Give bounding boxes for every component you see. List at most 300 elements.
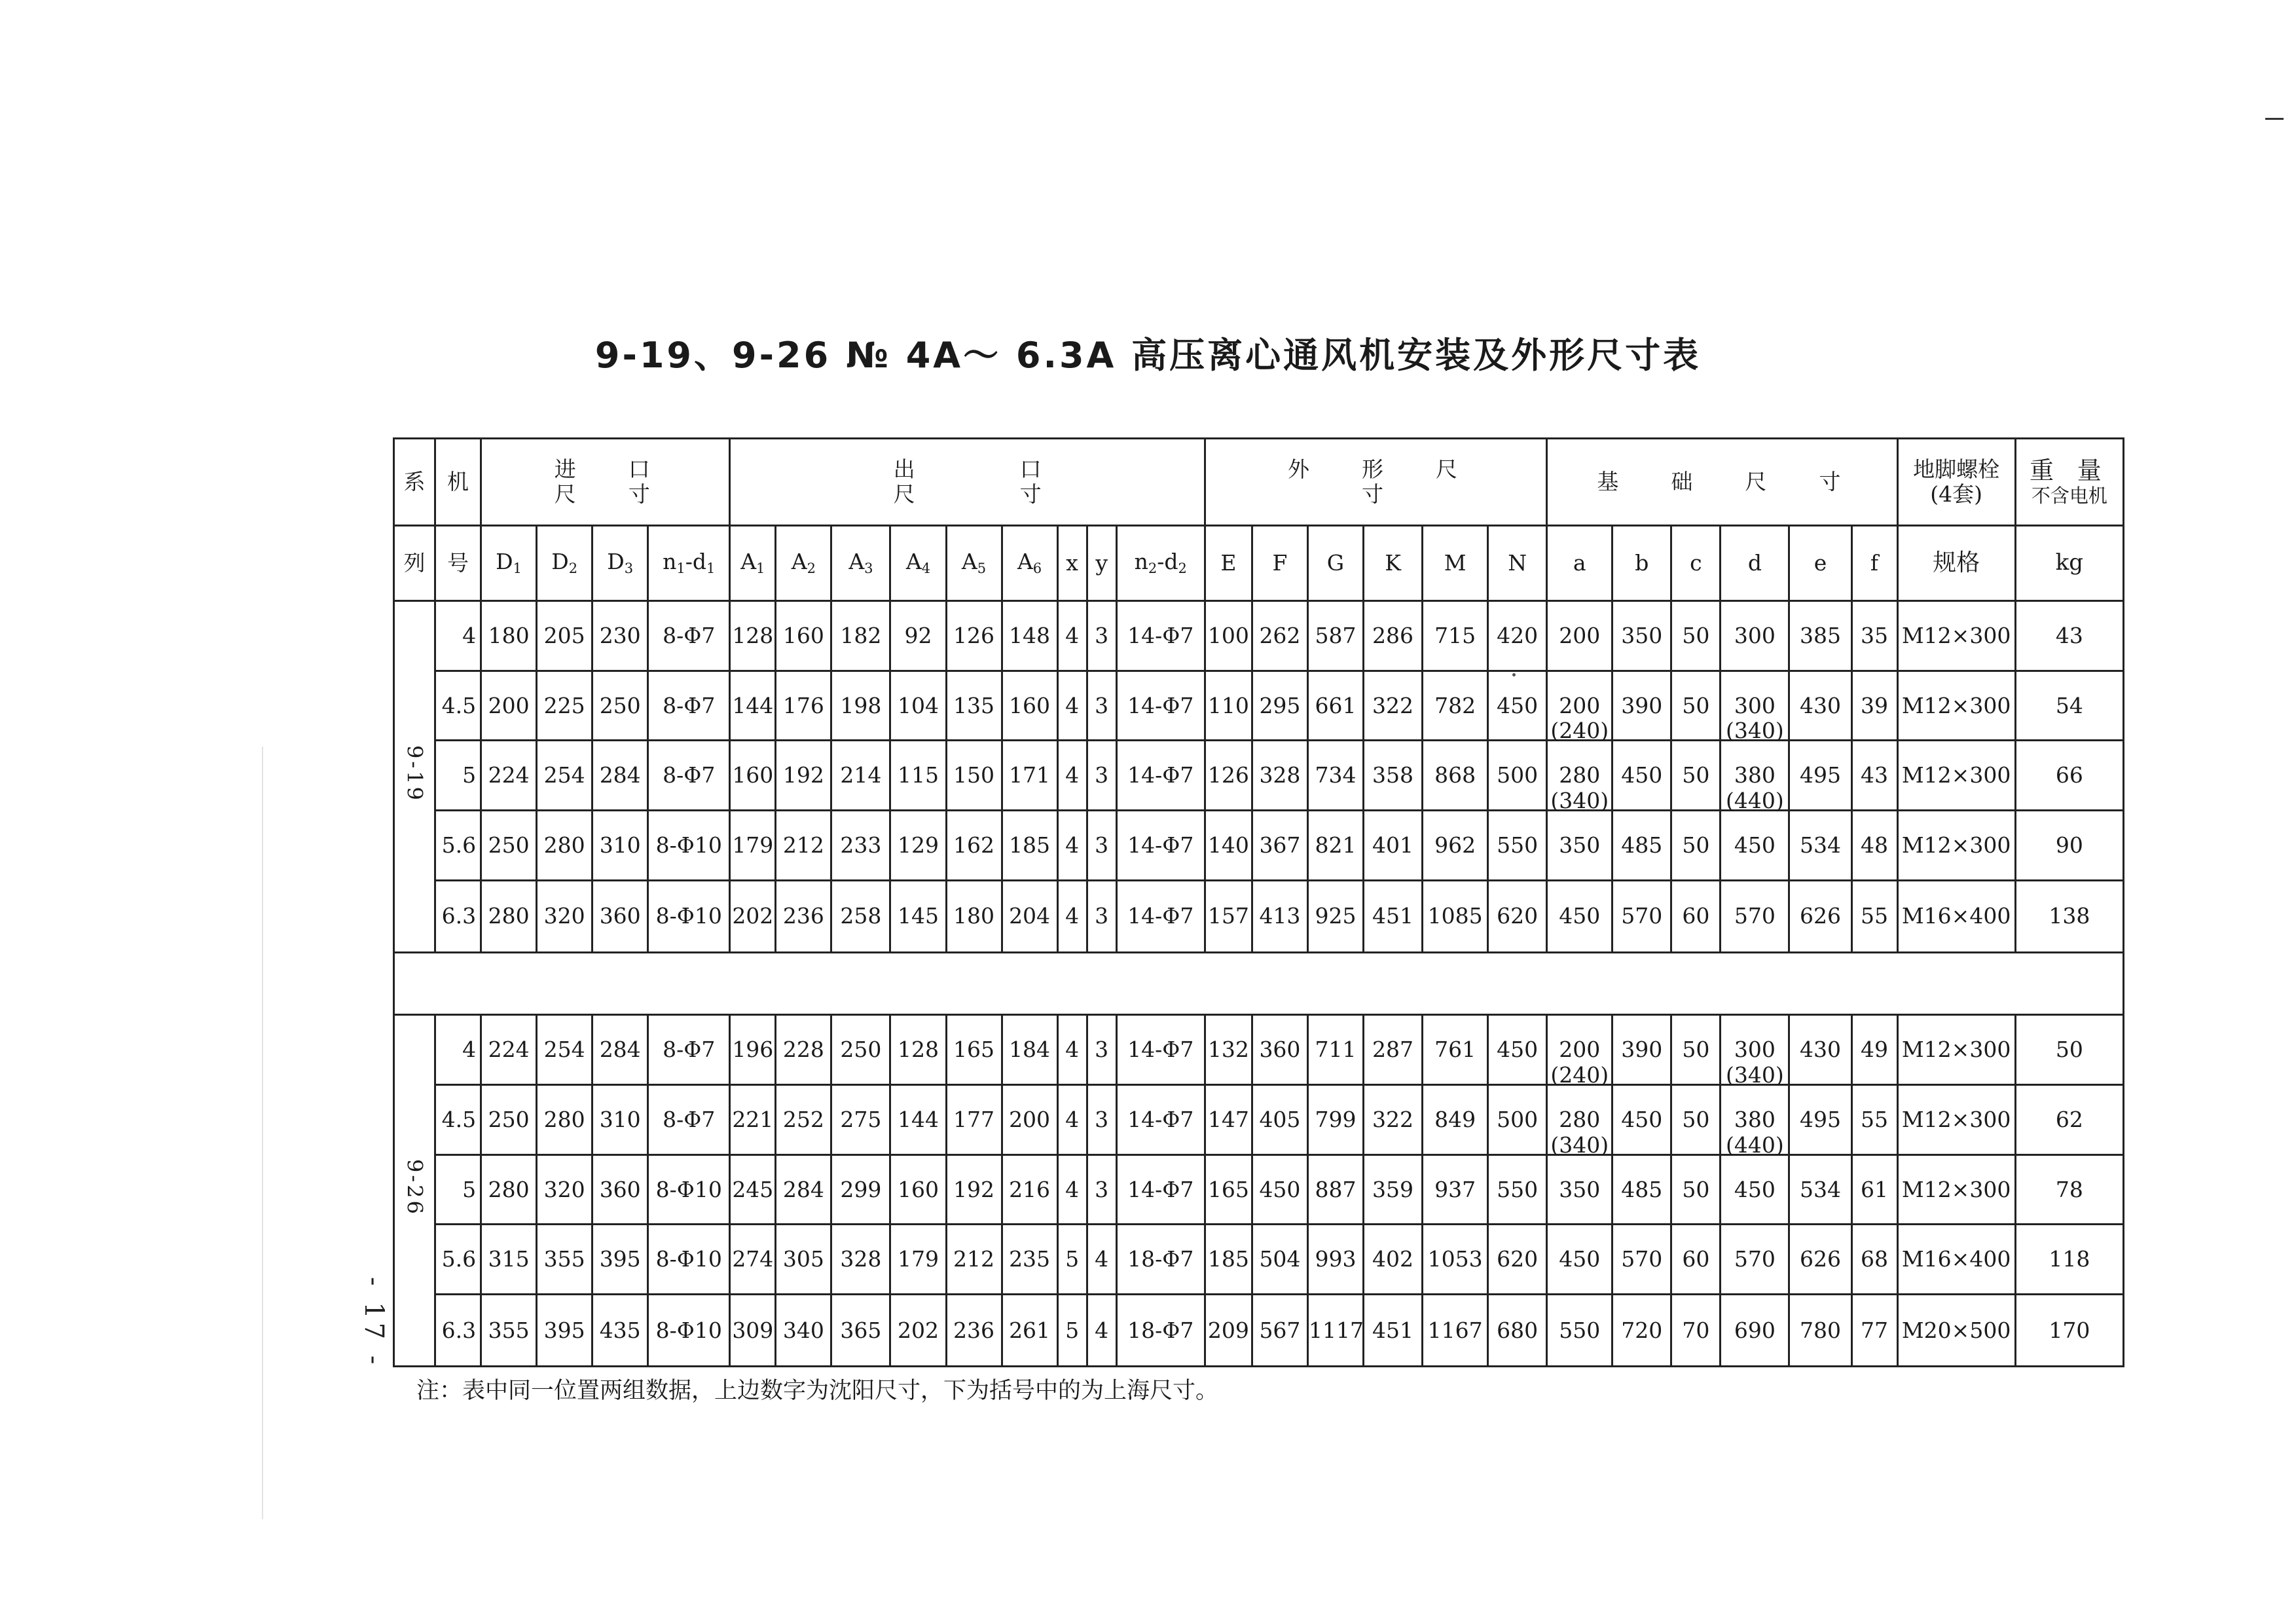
cell-d: 450 — [1721, 810, 1789, 880]
cell-n1d1: 8-Φ10 — [648, 810, 730, 880]
cell-f: 39 — [1851, 671, 1897, 741]
cell-e: 495 — [1789, 741, 1851, 811]
cell-n2d2: 14-Φ7 — [1116, 671, 1205, 741]
cell-d: 450 — [1721, 1154, 1789, 1225]
cell-a4: 128 — [890, 1015, 946, 1085]
cell-b: 450 — [1613, 1085, 1671, 1155]
col-header-x: x — [1057, 526, 1087, 601]
cell-e: 132 — [1205, 1015, 1252, 1085]
cell-d1: 224 — [481, 1015, 537, 1085]
cell-n1d1: 8-Φ7 — [648, 741, 730, 811]
cell-value-alternate: (340) — [1726, 1062, 1784, 1088]
cell-value-alternate: (240) — [1550, 1062, 1609, 1088]
cell-weight: 138 — [2015, 880, 2123, 952]
cell-a2: 284 — [776, 1154, 831, 1225]
cell-e: 626 — [1789, 880, 1851, 952]
cell-a6: 184 — [1002, 1015, 1057, 1085]
cell-g: 925 — [1307, 880, 1363, 952]
cell-a1: 309 — [730, 1295, 776, 1367]
col-header-d: d — [1721, 526, 1789, 601]
cell-d3: 284 — [592, 1015, 648, 1085]
cell-b: 390 — [1613, 1015, 1671, 1085]
cell-a2: 228 — [776, 1015, 831, 1085]
cell-k: 322 — [1364, 671, 1423, 741]
cell-a5: 177 — [946, 1085, 1002, 1155]
cell-g: 993 — [1307, 1225, 1363, 1295]
cell-value-alternate: (240) — [1550, 718, 1609, 744]
cell-d3: 435 — [592, 1295, 648, 1367]
cell-d3: 310 — [592, 810, 648, 880]
cell-k: 286 — [1364, 601, 1423, 671]
cell-d1: 280 — [481, 1154, 537, 1225]
cell-f: 360 — [1252, 1015, 1307, 1085]
weight-unit-header: kg — [2015, 526, 2123, 601]
cell-a3: 365 — [831, 1295, 890, 1367]
cell-a3: 214 — [831, 741, 890, 811]
cell-g: 734 — [1307, 741, 1363, 811]
cell-d1: 250 — [481, 810, 537, 880]
cell-a1: 202 — [730, 880, 776, 952]
cell-e: 534 — [1789, 810, 1851, 880]
cell-a6: 261 — [1002, 1295, 1057, 1367]
cell-d2: 225 — [537, 671, 592, 741]
weight-header-label: 重 量 — [2029, 456, 2109, 485]
cell-n1d1: 8-Φ10 — [648, 1154, 730, 1225]
table-row — [394, 601, 2124, 671]
cell-k: 358 — [1364, 741, 1423, 811]
cell-a5: 212 — [946, 1225, 1002, 1295]
cell-d2: 254 — [537, 1015, 592, 1085]
cell-n: 680 — [1488, 1295, 1547, 1367]
cell-weight: 118 — [2015, 1225, 2123, 1295]
series-label-text: 9-19 — [402, 745, 428, 803]
cell-d1: 355 — [481, 1295, 537, 1367]
document-title: 9-19、9-26 № 4A～ 6.3A 高压离心通风机安装及外形尺寸表 — [594, 335, 1702, 376]
cell-value-alternate: (340) — [1550, 788, 1609, 814]
cell-a5: 165 — [946, 1015, 1002, 1085]
col-header-F: F — [1252, 526, 1307, 601]
cell-d2: 254 — [537, 741, 592, 811]
cell-e: 185 — [1205, 1225, 1252, 1295]
col-header-D1: $D_1$ — [481, 526, 537, 601]
cell-g: 887 — [1307, 1154, 1363, 1225]
cell-d1: 200 — [481, 671, 537, 741]
cell-x: 4 — [1057, 1154, 1087, 1225]
cell-bolt: M12×300 — [1897, 1015, 2015, 1085]
cell-x: 4 — [1057, 1015, 1087, 1085]
cell-g: 711 — [1307, 1015, 1363, 1085]
cell-n2d2: 14-Φ7 — [1116, 1154, 1205, 1225]
cell-c: 50 — [1671, 1015, 1721, 1085]
cell-bolt: M16×400 — [1897, 1225, 2015, 1295]
cell-e: 209 — [1205, 1295, 1252, 1367]
cell-n2d2: 18-Φ7 — [1116, 1225, 1205, 1295]
cell-d2: 320 — [537, 1154, 592, 1225]
cell-g: 799 — [1307, 1085, 1363, 1155]
dimension-table — [393, 437, 2124, 1367]
cell-n2d2: 14-Φ7 — [1116, 810, 1205, 880]
cell-b: 450 — [1613, 741, 1671, 811]
cell-k: 359 — [1364, 1154, 1423, 1225]
cell-d1: 224 — [481, 741, 537, 811]
cell-d2: 320 — [537, 880, 592, 952]
cell-n: 500 — [1488, 1085, 1547, 1155]
series-9-19-body — [394, 601, 2124, 953]
cell-bolt: M12×300 — [1897, 671, 2015, 741]
cell-k: 322 — [1364, 1085, 1423, 1155]
cell-b: 350 — [1613, 601, 1671, 671]
cell-y: 3 — [1087, 671, 1116, 741]
cell-a3: 299 — [831, 1154, 890, 1225]
cell-a: 550 — [1547, 1295, 1613, 1367]
cell-weight: 54 — [2015, 671, 2123, 741]
table-row — [394, 741, 2124, 811]
cell-k: 451 — [1364, 1295, 1423, 1367]
cell-e: 430 — [1789, 1015, 1851, 1085]
cell-a1: 221 — [730, 1085, 776, 1155]
cell-value-alternate: (440) — [1726, 1132, 1784, 1158]
cell-f: 450 — [1252, 1154, 1307, 1225]
cell-a4: 104 — [890, 671, 946, 741]
cell-m: 1085 — [1423, 880, 1488, 952]
base-dimensions-header: 基础尺寸 — [1547, 439, 1897, 526]
cell-a3: 258 — [831, 880, 890, 952]
col-header-K: K — [1364, 526, 1423, 601]
cell-a3: 182 — [831, 601, 890, 671]
cell-x: 4 — [1057, 810, 1087, 880]
cell-n2d2: 18-Φ7 — [1116, 1295, 1205, 1367]
cell-d2: 205 — [537, 601, 592, 671]
anchor-bolt-header-sets: (4套) — [1930, 481, 1982, 507]
cell-k: 401 — [1364, 810, 1423, 880]
cell-f: 43 — [1851, 741, 1897, 811]
cell-weight: 66 — [2015, 741, 2123, 811]
cell-g: 587 — [1307, 601, 1363, 671]
col-header-e: e — [1789, 526, 1851, 601]
col-header-A2: $A_2$ — [776, 526, 831, 601]
cell-e: 110 — [1205, 671, 1252, 741]
col-header-n1-d1: $n_1-d_1$ — [648, 526, 730, 601]
cell-f: 328 — [1252, 741, 1307, 811]
cell-f: 61 — [1851, 1154, 1897, 1225]
cell-n: 620 — [1488, 1225, 1547, 1295]
cell-c: 50 — [1671, 1154, 1721, 1225]
cell-a: 350 — [1547, 810, 1613, 880]
cell-d3: 284 — [592, 741, 648, 811]
table-row — [394, 810, 2124, 880]
bolt-spec-header: 规格 — [1897, 526, 2015, 601]
margin-mark — [2265, 118, 2284, 120]
cell-a2: 252 — [776, 1085, 831, 1155]
cell-a2: 236 — [776, 880, 831, 952]
cell-weight: 90 — [2015, 810, 2123, 880]
cell-e: 140 — [1205, 810, 1252, 880]
cell-a5: 150 — [946, 741, 1002, 811]
cell-a4: 160 — [890, 1154, 946, 1225]
cell-d — [1721, 1015, 1789, 1088]
cell-a6: 160 — [1002, 671, 1057, 741]
col-header-D2: $D_2$ — [537, 526, 592, 601]
cell-e: 495 — [1789, 1085, 1851, 1155]
cell-b: 570 — [1613, 880, 1671, 952]
cell-e: 534 — [1789, 1154, 1851, 1225]
model-header-top: 机 — [435, 439, 481, 526]
cell-n: 450 — [1488, 671, 1547, 741]
cell-y: 4 — [1087, 1225, 1116, 1295]
cell-a: 450 — [1547, 1225, 1613, 1295]
cell-weight: 43 — [2015, 601, 2123, 671]
model-number-cell: 5.6 — [435, 810, 481, 880]
cell-f: 295 — [1252, 671, 1307, 741]
table-row — [394, 671, 2124, 741]
cell-f: 49 — [1851, 1015, 1897, 1085]
cell-d: 570 — [1721, 880, 1789, 952]
cell-n2d2: 14-Φ7 — [1116, 1085, 1205, 1155]
page-number: - 17 - — [359, 1277, 389, 1369]
cell-d2: 395 — [537, 1295, 592, 1367]
cell-m: 782 — [1423, 671, 1488, 741]
cell-k: 287 — [1364, 1015, 1423, 1085]
inlet-dimensions-header: 进口尺寸 — [481, 439, 730, 526]
cell-a1: 179 — [730, 810, 776, 880]
cell-value-primary: 380 — [1734, 1107, 1776, 1132]
table-row — [394, 1225, 2124, 1295]
cell-x: 4 — [1057, 741, 1087, 811]
model-number-cell: 5.6 — [435, 1225, 481, 1295]
col-header-M: M — [1423, 526, 1488, 601]
cell-n2d2: 14-Φ7 — [1116, 741, 1205, 811]
cell-y: 3 — [1087, 880, 1116, 952]
cell-c: 70 — [1671, 1295, 1721, 1367]
col-header-a: a — [1547, 526, 1613, 601]
cell-f: 77 — [1851, 1295, 1897, 1367]
cell-e: 430 — [1789, 671, 1851, 741]
cell-a4: 179 — [890, 1225, 946, 1295]
col-header-A6: $A_6$ — [1002, 526, 1057, 601]
cell-d — [1721, 741, 1789, 814]
cell-e: 780 — [1789, 1295, 1851, 1367]
cell-bolt: M12×300 — [1897, 810, 2015, 880]
cell-g: 821 — [1307, 810, 1363, 880]
cell-m: 1053 — [1423, 1225, 1488, 1295]
cell-a6: 235 — [1002, 1225, 1057, 1295]
cell-bolt: M12×300 — [1897, 601, 2015, 671]
cell-n1d1: 8-Φ10 — [648, 1225, 730, 1295]
cell-a — [1547, 671, 1613, 744]
cell-value-alternate: (440) — [1726, 788, 1784, 814]
outline-dimensions-header: 外形尺寸 — [1205, 439, 1546, 526]
cell-e: 126 — [1205, 741, 1252, 811]
cell-weight: 50 — [2015, 1015, 2123, 1085]
series-label — [394, 601, 435, 953]
cell-x: 4 — [1057, 601, 1087, 671]
cell-x: 5 — [1057, 1225, 1087, 1295]
cell-c: 50 — [1671, 671, 1721, 741]
cell-n2d2: 14-Φ7 — [1116, 601, 1205, 671]
cell-f: 55 — [1851, 1085, 1897, 1155]
model-number-cell: 4.5 — [435, 1085, 481, 1155]
cell-f: 405 — [1252, 1085, 1307, 1155]
model-header-bottom: 号 — [435, 526, 481, 601]
col-header-y: y — [1087, 526, 1116, 601]
col-header-N: N — [1488, 526, 1547, 601]
cell-d3: 310 — [592, 1085, 648, 1155]
series-label-text: 9-26 — [402, 1159, 428, 1217]
series-9-26-body — [394, 1015, 2124, 1367]
col-header-A4: $A_4$ — [890, 526, 946, 601]
cell-value-primary: 300 — [1734, 1037, 1776, 1063]
cell-a4: 145 — [890, 880, 946, 952]
table-row — [394, 880, 2124, 952]
cell-f: 504 — [1252, 1225, 1307, 1295]
cell-d1: 280 — [481, 880, 537, 952]
cell-a: 450 — [1547, 880, 1613, 952]
cell-f: 48 — [1851, 810, 1897, 880]
cell-f: 262 — [1252, 601, 1307, 671]
cell-a2: 176 — [776, 671, 831, 741]
weight-header-note: 不含电机 — [2031, 484, 2107, 507]
cell-n2d2: 14-Φ7 — [1116, 1015, 1205, 1085]
cell-a: 200 — [1547, 601, 1613, 671]
cell-bolt: M16×400 — [1897, 880, 2015, 952]
cell-d2: 355 — [537, 1225, 592, 1295]
col-header-E: E — [1205, 526, 1252, 601]
cell-a5: 192 — [946, 1154, 1002, 1225]
cell-n: 500 — [1488, 741, 1547, 811]
cell-d1: 180 — [481, 601, 537, 671]
cell-value-primary: 200 — [1559, 1037, 1601, 1063]
cell-a2: 160 — [776, 601, 831, 671]
cell-b: 485 — [1613, 1154, 1671, 1225]
cell-n1d1: 8-Φ10 — [648, 880, 730, 952]
table-row — [394, 1085, 2124, 1155]
cell-d: 690 — [1721, 1295, 1789, 1367]
cell-g: 1117 — [1307, 1295, 1363, 1367]
cell-a5: 135 — [946, 671, 1002, 741]
cell-a4: 202 — [890, 1295, 946, 1367]
cell-y: 3 — [1087, 1085, 1116, 1155]
outlet-dimensions-header: 出口尺寸 — [730, 439, 1205, 526]
col-header-b: b — [1613, 526, 1671, 601]
cell-k: 402 — [1364, 1225, 1423, 1295]
cell-value-alternate: (340) — [1726, 718, 1784, 744]
spacer-body — [394, 952, 2124, 1015]
cell-m: 868 — [1423, 741, 1488, 811]
cell-a4: 144 — [890, 1085, 946, 1155]
cell-a5: 180 — [946, 880, 1002, 952]
cell-f: 35 — [1851, 601, 1897, 671]
cell-n1d1: 8-Φ7 — [648, 671, 730, 741]
table-row — [394, 1295, 2124, 1367]
cell-m: 937 — [1423, 1154, 1488, 1225]
cell-a3: 275 — [831, 1085, 890, 1155]
cell-b: 720 — [1613, 1295, 1671, 1367]
cell-m: 761 — [1423, 1015, 1488, 1085]
header-row-columns — [394, 526, 2124, 601]
cell-a3: 328 — [831, 1225, 890, 1295]
cell-a2: 305 — [776, 1225, 831, 1295]
cell-weight: 62 — [2015, 1085, 2123, 1155]
cell-d2: 280 — [537, 810, 592, 880]
weight-header — [2015, 439, 2123, 526]
cell-c: 50 — [1671, 741, 1721, 811]
cell-c: 50 — [1671, 810, 1721, 880]
spacer-cell — [394, 952, 2124, 1015]
cell-c: 60 — [1671, 880, 1721, 952]
cell-n: 420 — [1488, 601, 1547, 671]
cell-c: 50 — [1671, 601, 1721, 671]
cell-x: 4 — [1057, 1085, 1087, 1155]
cell-a3: 233 — [831, 810, 890, 880]
cell-a — [1547, 1085, 1613, 1158]
cell-f: 68 — [1851, 1225, 1897, 1295]
cell-n1d1: 8-Φ7 — [648, 1085, 730, 1155]
cell-e: 147 — [1205, 1085, 1252, 1155]
cell-x: 4 — [1057, 671, 1087, 741]
series-label — [394, 1015, 435, 1367]
spacer-row — [394, 952, 2124, 1015]
cell-a2: 212 — [776, 810, 831, 880]
cell-d3: 360 — [592, 1154, 648, 1225]
cell-n: 550 — [1488, 810, 1547, 880]
cell-value-primary: 280 — [1559, 762, 1601, 788]
cell-a4: 129 — [890, 810, 946, 880]
cell-n2d2: 14-Φ7 — [1116, 880, 1205, 952]
cell-a — [1547, 1015, 1613, 1088]
cell-a1: 160 — [730, 741, 776, 811]
cell-d3: 230 — [592, 601, 648, 671]
cell-g: 661 — [1307, 671, 1363, 741]
cell-d3: 360 — [592, 880, 648, 952]
cell-e: 626 — [1789, 1225, 1851, 1295]
cell-b: 570 — [1613, 1225, 1671, 1295]
model-number-cell: 5 — [435, 741, 481, 811]
table-note: 注：表中同一位置两组数据，上边数字为沈阳尺寸，下为括号中的为上海尺寸。 — [416, 1378, 1219, 1404]
series-header-top: 系 — [394, 439, 435, 526]
cell-d3: 395 — [592, 1225, 648, 1295]
cell-k: 451 — [1364, 880, 1423, 952]
cell-a6: 185 — [1002, 810, 1057, 880]
col-header-A5: $A_5$ — [946, 526, 1002, 601]
model-number-cell: 6.3 — [435, 880, 481, 952]
cell-bolt: M12×300 — [1897, 1085, 2015, 1155]
cell-e: 100 — [1205, 601, 1252, 671]
cell-a1: 128 — [730, 601, 776, 671]
cell-e: 165 — [1205, 1154, 1252, 1225]
cell-x: 4 — [1057, 880, 1087, 952]
cell-value-primary: 200 — [1559, 692, 1601, 718]
anchor-bolt-header-label: 地脚螺栓 — [1913, 456, 2000, 483]
cell-m: 715 — [1423, 601, 1488, 671]
cell-m: 962 — [1423, 810, 1488, 880]
cell-bolt: M20×500 — [1897, 1295, 2015, 1367]
model-number-cell: 4 — [435, 1015, 481, 1085]
cell-d1: 250 — [481, 1085, 537, 1155]
model-number-cell: 4.5 — [435, 671, 481, 741]
cell-a: 350 — [1547, 1154, 1613, 1225]
col-header-A1: $A_1$ — [730, 526, 776, 601]
col-header-A3: $A_3$ — [831, 526, 890, 601]
cell-a3: 198 — [831, 671, 890, 741]
cell-d — [1721, 1085, 1789, 1158]
cell-f: 413 — [1252, 880, 1307, 952]
cell-n: 450 — [1488, 1015, 1547, 1085]
cell-b: 485 — [1613, 810, 1671, 880]
cell-y: 3 — [1087, 1154, 1116, 1225]
cell-c: 50 — [1671, 1085, 1721, 1155]
scan-edge-line — [262, 747, 263, 1519]
cell-a6: 216 — [1002, 1154, 1057, 1225]
